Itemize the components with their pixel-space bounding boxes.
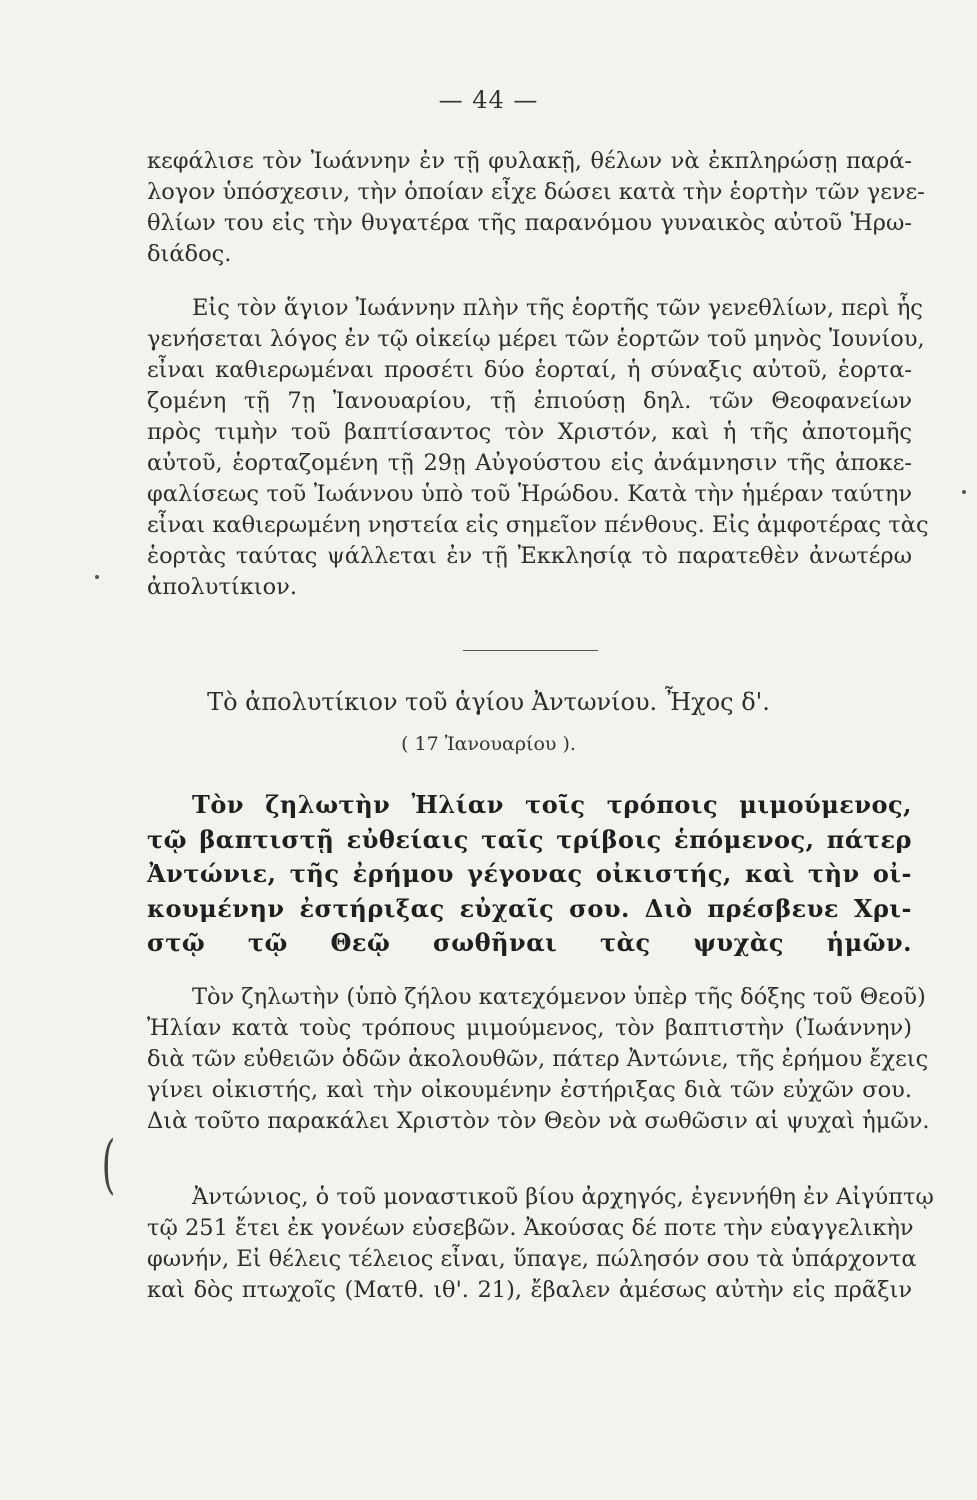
paragraph-antonios	[147, 1182, 934, 1306]
text-line: εἶναι καθιερωμέναι προσέτι δύο ἑορταί, ἡ σύναξις αὐτοῦ, ἑορτα-	[147, 357, 912, 383]
text-line: Διὰ τοῦτο παρακάλει Χριστὸν τὸν Θεὸν νὰ σωθῶσιν αἱ ψυχαὶ ἡμῶν.	[147, 1108, 930, 1134]
section-title: Τὸ ἀπολυτίκιον τοῦ ἁγίου Ἀντωνίου. Ἦχος δ'.	[207, 688, 770, 716]
scan-speck	[962, 490, 966, 494]
hymn-line: Τὸν ζηλωτὴν Ἠλίαν τοῖς τρόποις μιμούμενος,	[192, 790, 912, 819]
page-number: — 44 —	[438, 86, 539, 114]
hymn-text	[147, 788, 912, 961]
text-line: πρὸς τιμὴν τοῦ βαπτίσαντος τὸν Χριστόν, καὶ ἡ τῆς ἀποτομῆς	[147, 419, 912, 445]
section-divider	[463, 650, 598, 651]
text-line: λογον ὑπόσχεσιν, τὴν ὁποίαν εἶχε δώσει κατὰ τὴν ἑορτὴν τῶν γενε-	[147, 179, 925, 205]
text-line: Εἰς τὸν ἅγιον Ἰωάννην πλὴν τῆς ἑορτῆς τῶν γενεθλίων, περὶ ἧς	[192, 295, 923, 321]
hymn-line: στῷ τῷ Θεῷ σωθῆναι τὰς ψυχὰς ἡμῶν.	[147, 928, 912, 957]
paragraph-feasts	[147, 293, 929, 603]
hymn-line: κουμένην ἐστήριξας εὐχαῖς σου. Διὸ πρέσβευε Χρι-	[147, 893, 912, 923]
text-line: γενήσεται λόγος ἐν τῷ οἰκείῳ μέρει τῶν ἑορτῶν τοῦ μηνὸς Ἰουνίου,	[147, 326, 925, 352]
text-line: διάδος.	[147, 241, 232, 267]
margin-bracket: (	[101, 1128, 116, 1202]
hymn-line: Ἀντώνιε, τῆς ἐρήμου γέγονας οἰκιστής, καὶ τὴν οἰ-	[147, 859, 912, 888]
text-line: γίνει οἰκιστής, καὶ τὴν οἰκουμένην ἐστήριξας διὰ τῶν εὐχῶν σου.	[147, 1077, 912, 1103]
text-line: Ἠλίαν κατὰ τοὺς τρόπους μιμούμενος, τὸν βαπτιστὴν (Ἰωάννην)	[147, 1015, 912, 1041]
text-line: ἀπολυτίκιον.	[147, 574, 297, 600]
scan-speck	[95, 575, 99, 579]
text-line: Ἀντώνιος, ὁ τοῦ μοναστικοῦ βίου ἀρχηγός, ἐγεννήθη ἐν Αἰγύπτῳ	[192, 1184, 934, 1210]
text-line: Τὸν ζηλωτὴν (ὑπὸ ζήλου κατεχόμενον ὑπὲρ τῆς δόξης τοῦ Θεοῦ)	[192, 984, 926, 1010]
text-line: αὐτοῦ, ἑορταζομένη τῇ 29ῃ Αὐγούστου εἰς ἀνάμνησιν τῆς ἀποκε-	[147, 450, 912, 476]
section-date: ( 17 Ἰανουαρίου ).	[401, 733, 576, 755]
paragraph-herod	[147, 146, 925, 270]
text-line: κεφάλισε τὸν Ἰωάννην ἐν τῇ φυλακῇ, θέλων νὰ ἐκπληρώσῃ παρά-	[147, 148, 912, 174]
text-line: διὰ τῶν εὐθειῶν ὁδῶν ἀκολουθῶν, πάτερ Ἀντώνιε, τῆς ἐρήμου ἔχεις	[147, 1046, 929, 1072]
hymn-line: τῷ βαπτιστῇ εὐθείαις ταῖς τρίβοις ἑπόμενος, πάτερ	[147, 824, 912, 854]
text-line: τῷ 251 ἔτει ἐκ γονέων εὐσεβῶν. Ἀκούσας δέ ποτε τὴν εὐαγγελικὴν	[147, 1215, 914, 1241]
text-line: θλίων του εἰς τὴν θυγατέρα τῆς παρανόμου γυναικὸς αὐτοῦ Ἡρω-	[147, 210, 912, 236]
text-line: καὶ δὸς πτωχοῖς (Ματθ. ιθ'. 21), ἔβαλεν ἀμέσως αὐτὴν εἰς πρᾶξιν	[147, 1277, 912, 1303]
text-line: εἶναι καθιερωμένη νηστεία εἰς σημεῖον πένθους. Εἰς ἀμφοτέρας τὰς	[147, 512, 929, 538]
paragraph-paraphrase	[147, 982, 930, 1137]
text-line: φαλίσεως τοῦ Ἰωάννου ὑπὸ τοῦ Ἡρώδου. Κατὰ τὴν ἡμέραν ταύτην	[147, 481, 912, 507]
text-line: φωνήν, Εἰ θέλεις τέλειος εἶναι, ὕπαγε, πώλησόν σου τὰ ὑπάρχοντα	[147, 1246, 917, 1272]
text-line: ζομένη τῇ 7ῃ Ἰανουαρίου, τῇ ἐπιούσῃ δηλ. τῶν Θεοφανείων	[147, 388, 912, 414]
text-line: ἑορτὰς ταύτας ψάλλεται ἐν τῇ Ἐκκλησίᾳ τὸ παρατεθὲν ἀνωτέρω	[147, 543, 912, 569]
